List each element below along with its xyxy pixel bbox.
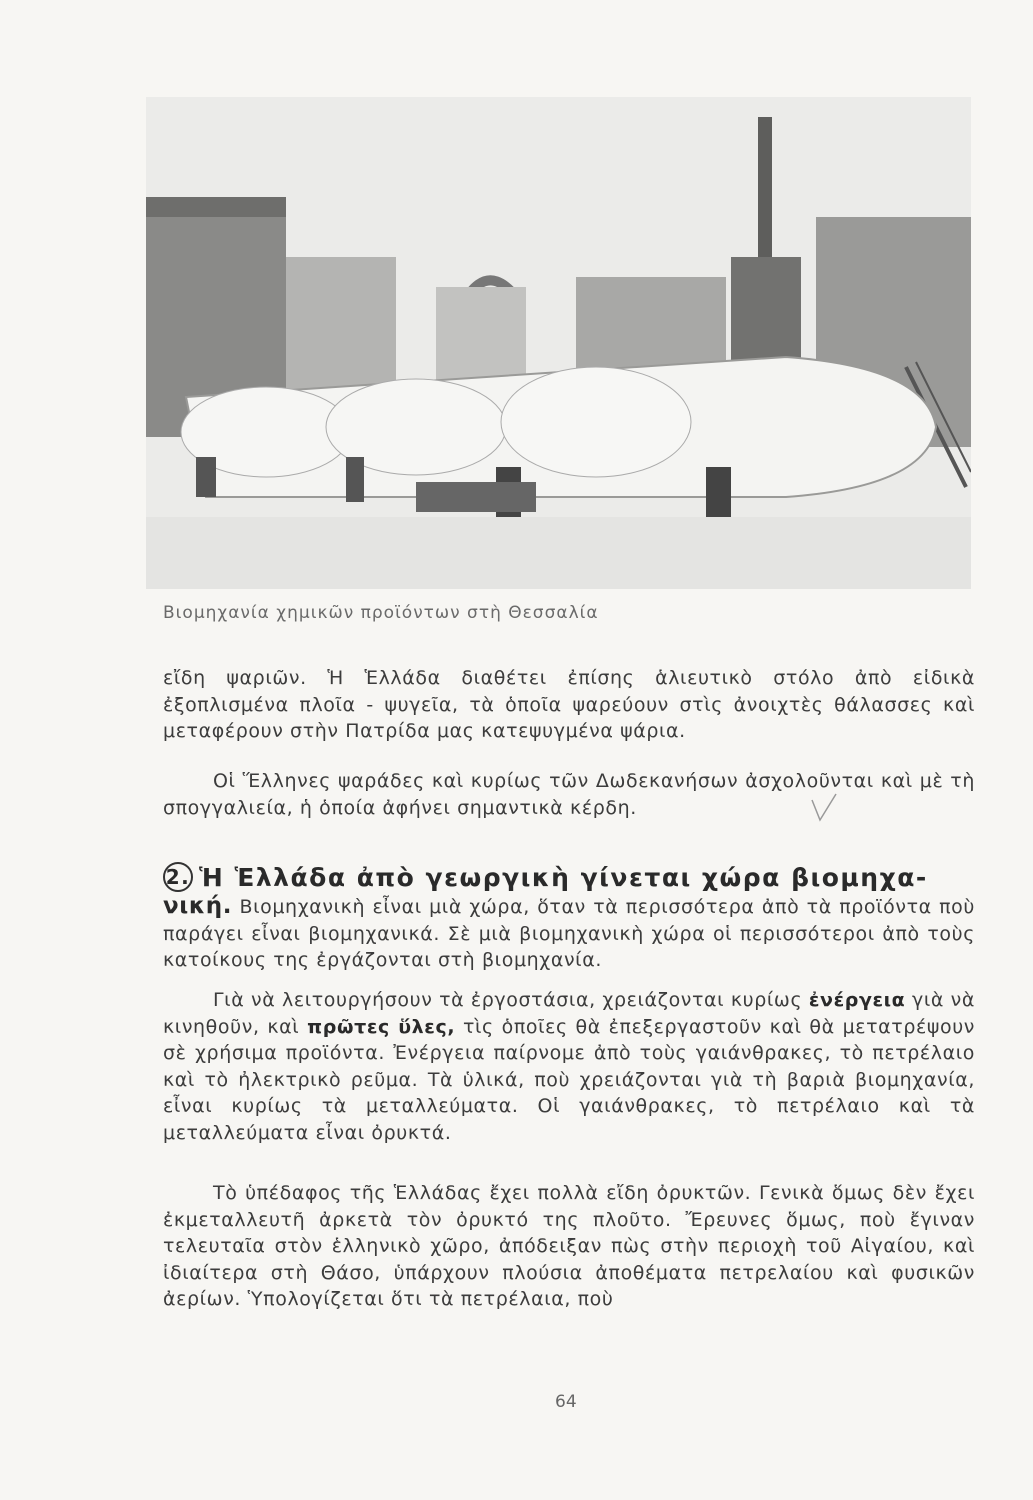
pencil-mark-icon: [808, 788, 842, 832]
section-heading: [163, 862, 975, 892]
section-intro-text: Βιομηχανικὴ εἶναι μιὰ χώρα, ὅταν τὰ περισσότερα ἀπὸ τὰ προϊόντα ποὺ παράγει εἶναι βιομηχανικά. Σὲ μιὰ βιομηχανικὴ χώρα οἱ περισσότεροι ἀπὸ τοὺς κατοίκους της ἐργάζονται στὴ βιομηχανία.: [163, 896, 975, 971]
section-number: 2.: [163, 862, 193, 892]
factory-illustration: [146, 97, 971, 589]
energy-text-a: Γιὰ νὰ λειτουργήσουν τὰ ἐργοστάσια, χρειάζονται κυρίως: [213, 989, 803, 1011]
energy-term: ἐνέργεια: [808, 989, 906, 1011]
section-heading-continuation: νική.: [163, 893, 233, 919]
paragraph-energy-materials: [163, 987, 975, 1146]
factory-photo: [146, 97, 971, 589]
paragraph-sponge-fishing: Οἱ Ἕλληνες ψαράδες καὶ κυρίως τῶν Δωδεκανήσων ἀσχολοῦνται καὶ μὲ τὴ σπογγαλιεία, ἡ ὁποία ἀφήνει σημαντικὰ κέρδη.: [163, 770, 975, 819]
section-heading-text: Ἡ Ἑλλάδα ἀπὸ γεωργικὴ γίνεται χώρα βιομηχα-: [199, 863, 928, 892]
energy-text-c: γιὰ νὰ κινηθοῦν, καὶ: [163, 989, 975, 1038]
paragraph-mineral-wealth: Τὸ ὑπέδαφος τῆς Ἑλλάδας ἔχει πολλὰ εἴδη ὀρυκτῶν. Γενικὰ ὅμως δὲν ἔχει ἐκμεταλλευτῆ ἀρκετὰ τὸν ὀρυκτό της πλοῦτο. Ἔρευνες ὅμως, ποὺ ἔγιναν τελευταῖα στὸν ἑλληνικὸ χῶρο, ἀπόδειξαν πὼς στὴν περιοχὴ τοῦ Αἰγαίου, καὶ ἰδιαίτερα στὴ Θάσο, ὑπάρχουν πλούσια ἀποθέματα πετρελαίου καὶ φυσικῶν ἀερίων. Ὑπολογίζεται ὅτι τὰ πετρέλαια, ποὺ: [163, 1182, 975, 1310]
paragraph-fishing-fleet: εἴδη ψαριῶν. Ἡ Ἑλλάδα διαθέτει ἐπίσης ἁλιευτικὸ στόλο ἀπὸ εἰδικὰ ἐξοπλισμένα πλοῖα - ψυγεῖα, τὰ ὁποῖα ψαρεύουν στὶς ἀνοιχτὲς θάλασσες καὶ μεταφέρουν στὴν Πατρίδα μας κατεψυγμένα ψάρια.: [163, 667, 975, 742]
paragraph-industrial-country: [163, 893, 975, 974]
page-number: 64: [555, 1392, 577, 1412]
raw-materials-term: πρῶτες ὕλες,: [307, 1015, 456, 1038]
photo-caption: Βιομηχανία χημικῶν προϊόντων στὴ Θεσσαλία: [163, 603, 599, 623]
energy-text-e: τὶς ὁποῖες θὰ ἐπεξεργαστοῦν καὶ θὰ μετατρέψουν σὲ χρήσιμα προϊόντα. Ἐνέργεια παίρνομε ἀπὸ τοὺς γαιάνθρακες, τὸ πετρέλαιο καὶ τὸ ἠλεκτρικὸ ρεῦμα. Τὰ ὑλικά, ποὺ χρειάζονται γιὰ τὴ βαριὰ βιομηχανία, εἶναι κυρίως τὰ μεταλλεύματα. Οἱ γαιάνθρακες, τὸ πετρέλαιο καὶ τὰ μεταλλεύματα εἶναι ὀρυκτά.: [163, 1015, 976, 1144]
